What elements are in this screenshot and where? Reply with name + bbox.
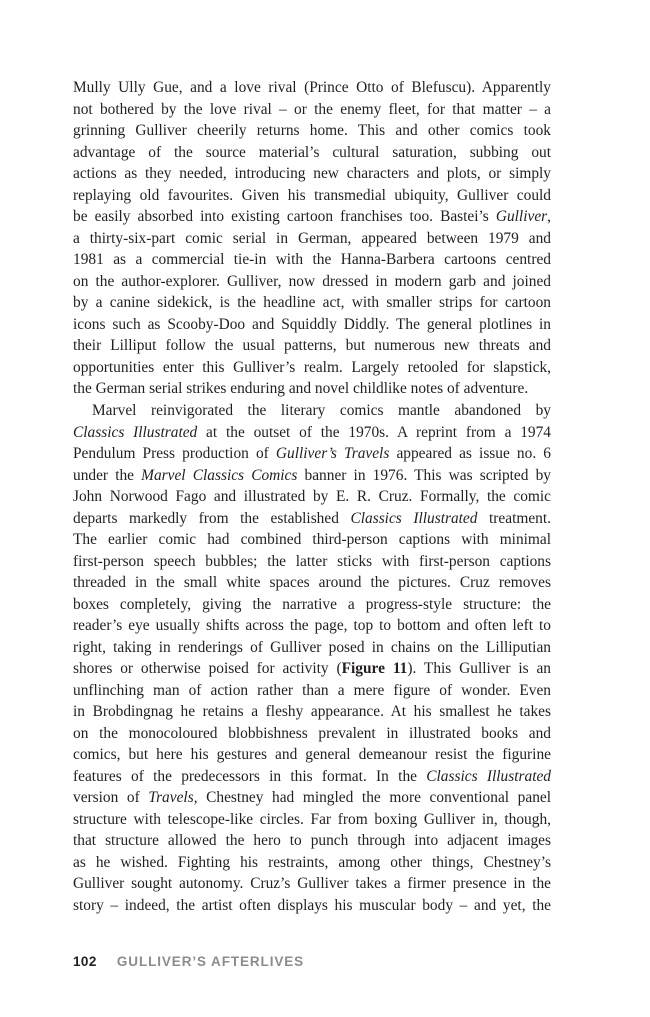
page-number: 102 [73, 954, 97, 969]
running-head: GULLIVER’S AFTERLIVES [116, 954, 305, 969]
text-line: The earlier comic had combined third-person captions with minimal [73, 531, 551, 548]
text-line: threaded in the small white spaces around the pictures. Cruz removes [73, 574, 551, 591]
italic-title: Classics Illustrated [73, 423, 198, 441]
text-line: a thirty-six-part comic serial in German, appeared between 1979 and [73, 229, 551, 247]
text-line: structure with telescope-like circles. Far from boxing Gulliver in, though, [73, 810, 551, 828]
text-line: not bothered by the love rival – or the enemy fleet, for that matter – a [73, 100, 551, 118]
text-line: on the monocoloured blobbishness prevalent in illustrated books and [73, 724, 551, 742]
paragraph-1 [73, 77, 551, 400]
italic-title: Gulliver’s Travels [275, 445, 390, 462]
text-line: their Lilliput follow the usual patterns, but numerous new threats and [73, 337, 551, 354]
italic-title: Gulliver [495, 208, 548, 225]
text-line: reader’s eye usually shifts across the page, top to bottom and often left to [73, 617, 551, 634]
text-line: grinning Gulliver cheerily returns home. This and other comics took [73, 122, 551, 139]
page-footer [73, 954, 304, 969]
text-line: Marvel reinvigorated the literary comics mantle abandoned by [92, 402, 551, 419]
text-line: on the author-explorer. Gulliver, now dressed in modern garb and joined [73, 272, 551, 290]
text-line: features of the predecessors in this format. In the Classics Illustrated [73, 767, 551, 785]
text-line: be easily absorbed into existing cartoon franchises too. Bastei’s Gulliver, [73, 208, 551, 225]
text-line: by a canine sidekick, is the headline act, with smaller strips for cartoon [73, 294, 551, 311]
text-line: first-person speech bubbles; the latter sticks with first-person captions [73, 552, 551, 570]
text-line: John Norwood Fago and illustrated by E. R. Cruz. Formally, the comic [73, 488, 551, 505]
text-line: Gulliver sought autonomy. Cruz’s Gulliver takes a firmer presence in the [73, 875, 551, 892]
text-line: departs markedly from the established Classics Illustrated treatment. [73, 509, 551, 527]
text-line: that structure allowed the hero to punch through into adjacent images [73, 832, 551, 849]
text-line: the German serial strikes enduring and novel childlike notes of adventure. [73, 380, 529, 397]
text-line: version of Travels, Chestney had mingled the more conventional panel [73, 789, 551, 806]
italic-title: Classics Illustrated [426, 767, 551, 785]
text-line: comics, but here his gestures and general demeanour resist the figurine [73, 746, 551, 763]
text-line: replaying old favourites. Given his transmedial ubiquity, Gulliver could [73, 186, 551, 204]
text-line: opportunities enter this Gulliver’s realm. Largely retooled for slapstick, [73, 358, 551, 376]
text-line: in Brobdingnag he retains a fleshy appearance. At his smallest he takes [73, 703, 551, 720]
text-line: actions as they needed, introducing new characters and plots, or simply [73, 165, 551, 182]
text-line: advantage of the source material’s cultural saturation, subbing out [73, 143, 551, 161]
text-line: 1981 as a commercial tie-in with the Hanna-Barbera cartoons centred [73, 251, 551, 268]
italic-title: Travels [148, 789, 194, 806]
text-line: Mully Ully Gue, and a love rival (Prince Otto of Blefuscu). Apparently [73, 79, 551, 96]
text-line: under the Marvel Classics Comics banner in 1976. This was scripted by [73, 466, 551, 484]
text-line: boxes completely, giving the narrative a progress-style structure: the [73, 595, 551, 613]
text-line: shores or otherwise poised for activity (Figure 11). This Gulliver is an [73, 660, 551, 677]
paragraph-2 [73, 400, 551, 916]
italic-title: Marvel Classics Comics [141, 466, 298, 484]
italic-title: Classics Illustrated [350, 509, 478, 527]
text-line: Pendulum Press production of Gulliver’s Travels appeared as issue no. 6 [73, 445, 551, 462]
text-line: Classics Illustrated at the outset of the 1970s. A reprint from a 1974 [73, 423, 551, 441]
text-line: right, taking in renderings of Gulliver posed in chains on the Lilliputian [73, 638, 551, 656]
figure-reference[interactable]: Figure 11 [341, 660, 408, 677]
text-line: unflinching man of action rather than a mere figure of wonder. Even [73, 681, 551, 699]
text-line: story – indeed, the artist often displays his muscular body – and yet, the [73, 896, 551, 914]
text-line: icons such as Scooby-Doo and Squiddly Diddly. The general plotlines in [73, 315, 551, 333]
text-line: as he wished. Fighting his restraints, among other things, Chestney’s [73, 853, 551, 871]
